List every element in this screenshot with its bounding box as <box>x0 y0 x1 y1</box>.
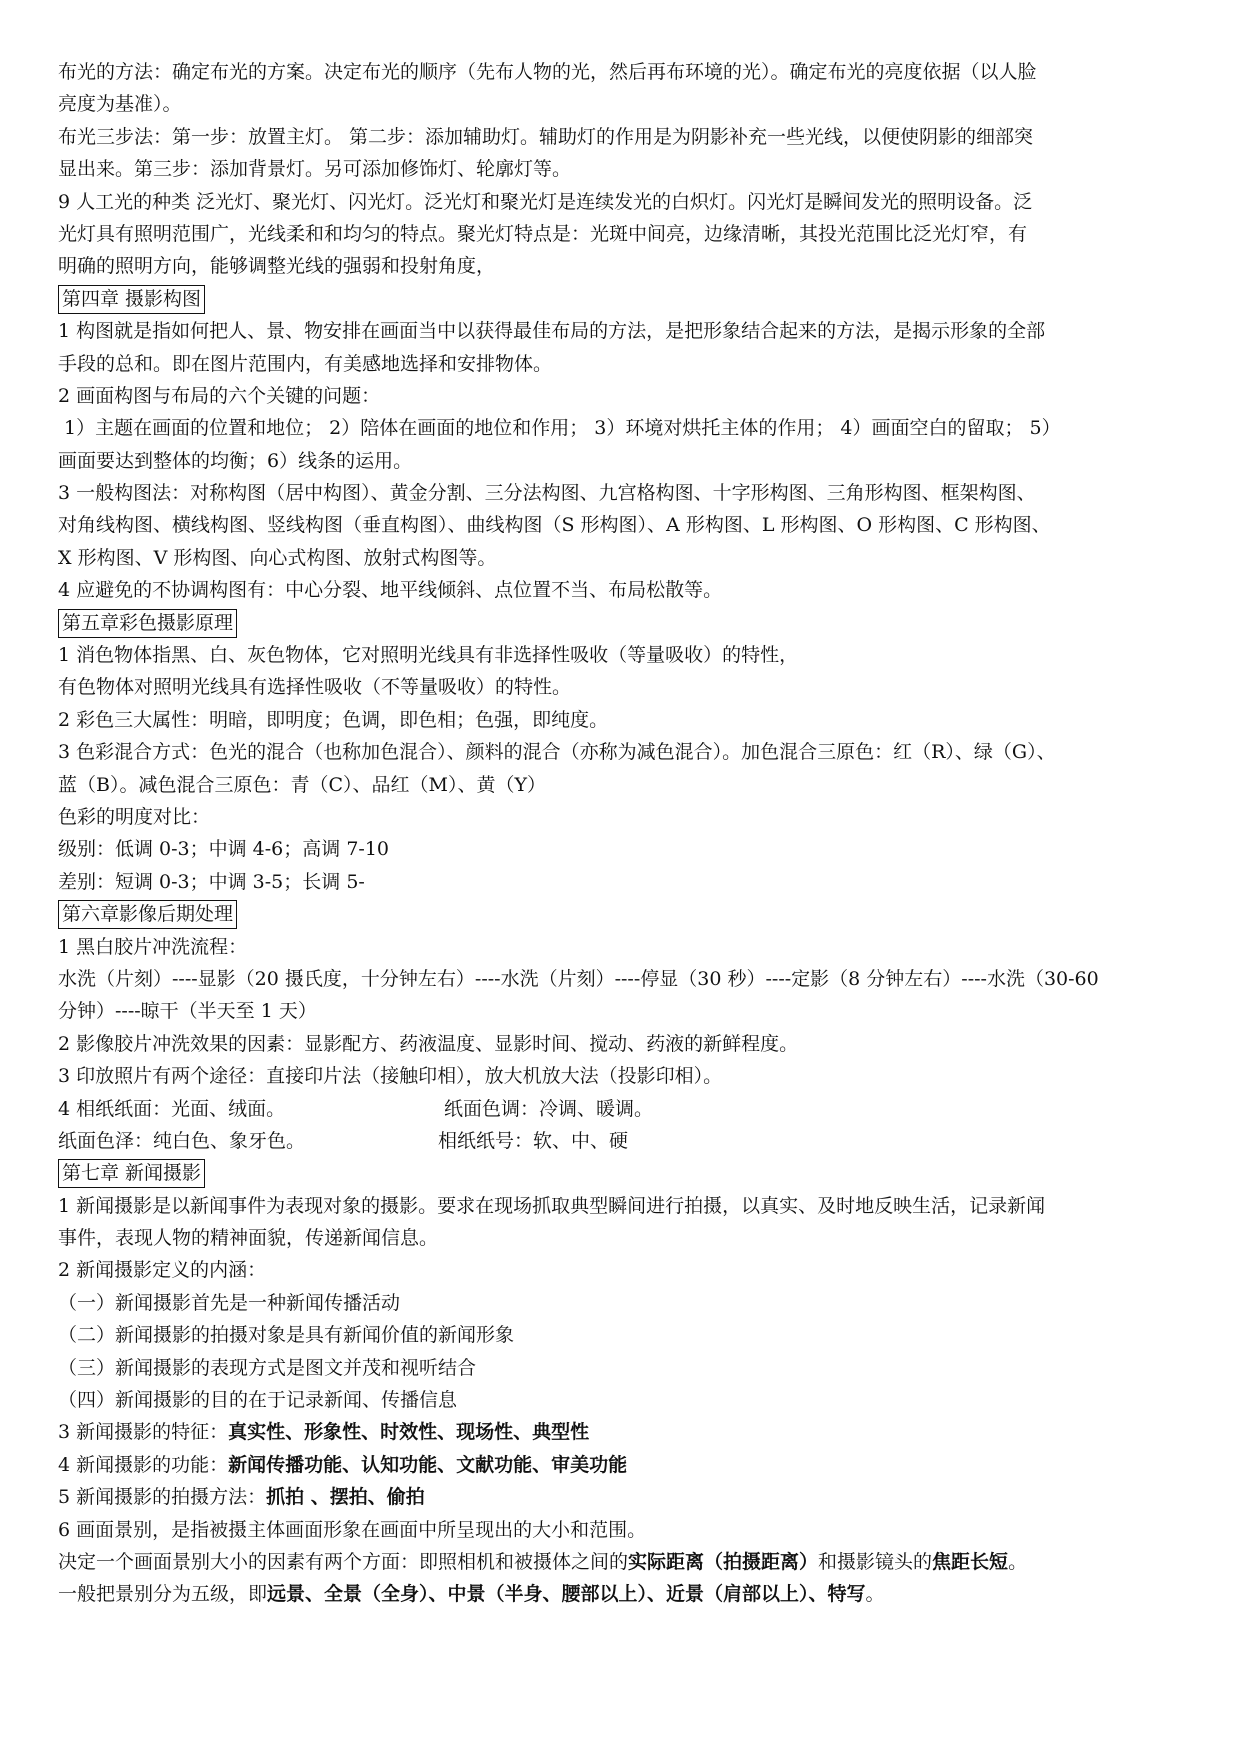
text-line: 手段的总和。即在图片范围内，有美感地选择和安排物体。 <box>58 352 553 375</box>
text-line: 画面要达到整体的均衡；6）线条的运用。 <box>58 449 413 472</box>
methods-label: 5 新闻摄影的拍摄方法： <box>58 1486 267 1509</box>
levels-text: 一般把景别分为五级，即 <box>58 1583 268 1606</box>
features-line <box>58 1416 1188 1448</box>
text-line: 1 新闻摄影是以新闻事件为表现对象的摄影。要求在现场抓取典型瞬间进行拍摄，以真实、及时地反映生活，记录新闻 <box>58 1194 1046 1217</box>
text-line: 分钟）----晾干（半天至 1 天） <box>58 1000 317 1023</box>
text-line: 2 新闻摄影定义的内涵： <box>58 1259 267 1282</box>
paper-tone: 纸面色调：冷调、暖调。 <box>444 1097 654 1120</box>
factors-bold: 实际距离（拍摄距离） <box>628 1550 819 1573</box>
text-line: 1 消色物体指黑、白、灰色物体，它对照明光线具有非选择性吸收（等量吸收）的特性， <box>58 644 799 667</box>
text-line: 2 彩色三大属性：明暗，即明度；色调，即色相；色强，即纯度。 <box>58 708 609 731</box>
chapter-5-line <box>58 607 1188 639</box>
paper-surface: 4 相纸纸面：光面、绒面。 <box>58 1097 286 1120</box>
chapter-heading: 第五章彩色摄影原理 <box>58 609 237 638</box>
paper-grade: 相纸纸号：软、中、硬 <box>438 1129 629 1152</box>
factors-text: 和摄影镜头的 <box>818 1550 933 1573</box>
text-line: 水洗（片刻）----显影（20 摄氏度，十分钟左右）----水洗（片刻）----停显（30 秒）----定影（8 分钟左右）----水洗（30-60 <box>58 967 1099 990</box>
features-label: 3 新闻摄影的特征： <box>58 1421 229 1444</box>
functions-line <box>58 1449 1188 1481</box>
text-line: 2 影像胶片冲洗效果的因素：显影配方、药液温度、显影时间、搅动、药液的新鲜程度。 <box>58 1032 799 1055</box>
levels-text: 。 <box>865 1583 885 1606</box>
text-line: （一）新闻摄影首先是一种新闻传播活动 <box>58 1291 401 1314</box>
factors-text: 决定一个画面景别大小的因素有两个方面：即照相机和被摄体之间的 <box>58 1550 629 1573</box>
levels-bold: 远景、全景（全身）、中景（半身、腰部以上）、近景（肩部以上）、特写 <box>267 1583 866 1606</box>
text-line: 1 构图就是指如何把人、景、物安排在画面当中以获得最佳布局的方法，是把形象结合起来的方法，是揭示形象的全部 <box>58 320 1046 343</box>
text-line: 光灯具有照明范围广，光线柔和和均匀的特点。聚光灯特点是：光斑中间亮，边缘清晰，其投光范围比泛光灯窄，有 <box>58 222 1028 245</box>
text-line: 4 应避免的不协调构图有：中心分裂、地平线倾斜、点位置不当、布局松散等。 <box>58 579 723 602</box>
text-line: 显出来。第三步：添加背景灯。另可添加修饰灯、轮廓灯等。 <box>58 158 572 181</box>
document-page <box>58 56 1188 1611</box>
chapter-4-line <box>58 283 1188 315</box>
text-line: 3 一般构图法：对称构图（居中构图）、黄金分割、三分法构图、九宫格构图、十字形构图、三角形构图、框架构图、 <box>58 482 1036 505</box>
levels-line <box>58 1578 1188 1610</box>
text-line: 9 人工光的种类 泛光灯、聚光灯、闪光灯。泛光灯和聚光灯是连续发光的白炽灯。闪光灯是瞬间发光的照明设备。泛 <box>58 190 1033 213</box>
chapter-heading: 第七章 新闻摄影 <box>58 1159 205 1188</box>
paper-surface-row <box>58 1093 1188 1125</box>
text-line: 有色物体对照明光线具有选择性吸收（不等量吸收）的特性。 <box>58 676 572 699</box>
chapter-heading: 第四章 摄影构图 <box>58 285 205 314</box>
chapter-7-line <box>58 1157 1188 1189</box>
text-line: 对角线构图、横线构图、竖线构图（垂直构图）、曲线构图（S 形构图）、A 形构图、L 形构图、O 形构图、C 形构图、 <box>58 514 1051 537</box>
text-line: 6 画面景别，是指被摄主体画面形象在画面中所呈现出的大小和范围。 <box>58 1518 647 1541</box>
text-line: （四）新闻摄影的目的在于记录新闻、传播信息 <box>58 1389 458 1412</box>
functions-value: 新闻传播功能、认知功能、文献功能、审美功能 <box>228 1453 628 1476</box>
text-line: 差别：短调 0-3；中调 3-5；长调 5- <box>58 870 365 893</box>
text-line: 级别：低调 0-3；中调 4-6；高调 7-10 <box>58 838 389 861</box>
text-line: X 形构图、V 形构图、向心式构图、放射式构图等。 <box>58 546 497 569</box>
text-line: 1 黑白胶片冲洗流程： <box>58 935 248 958</box>
factors-line <box>58 1546 1188 1578</box>
text-line: 3 色彩混合方式：色光的混合（也称加色混合）、颜料的混合（亦称为减色混合）。加色混合三原色：红（R）、绿（G）、 <box>58 741 1056 764</box>
chapter-heading: 第六章影像后期处理 <box>58 900 237 929</box>
functions-label: 4 新闻摄影的功能： <box>58 1453 229 1476</box>
methods-line <box>58 1481 1188 1513</box>
text-line: 色彩的明度对比： <box>58 805 211 828</box>
text-line: 2 画面构图与布局的六个关键的问题： <box>58 384 381 407</box>
features-value: 真实性、形象性、时效性、现场性、典型性 <box>228 1421 590 1444</box>
methods-value: 抓拍 、摆拍、偷拍 <box>266 1486 425 1509</box>
text-line: 1）主题在画面的位置和地位； 2）陪体在画面的地位和作用； 3）环境对烘托主体的作用； 4）画面空白的留取； 5） <box>58 417 1061 440</box>
text-line: 布光三步法：第一步：放置主灯。 第二步：添加辅助灯。辅助灯的作用是为阴影补充一些光线，以便使阴影的细部突 <box>58 125 1034 148</box>
text-line: 亮度为基准）。 <box>58 93 182 116</box>
paper-color: 纸面色泽：纯白色、象牙色。 <box>58 1129 306 1152</box>
paper-color-row <box>58 1125 1188 1157</box>
factors-bold: 焦距长短 <box>932 1550 1009 1573</box>
text-line: 事件，表现人物的精神面貌，传递新闻信息。 <box>58 1227 439 1250</box>
chapter-6-line <box>58 898 1188 930</box>
text-line: （二）新闻摄影的拍摄对象是具有新闻价值的新闻形象 <box>58 1324 515 1347</box>
text-line: 布光的方法：确定布光的方案。决定布光的顺序（先布人物的光，然后再布环境的光）。确定布光的亮度依据（以人脸 <box>58 61 1037 83</box>
text-line: 3 印放照片有两个途径：直接印片法（接触印相），放大机放大法（投影印相）。 <box>58 1065 723 1088</box>
factors-text: 。 <box>1008 1550 1028 1573</box>
text-line: 明确的照明方向，能够调整光线的强弱和投射角度， <box>58 255 496 278</box>
text-line: （三）新闻摄影的表现方式是图文并茂和视听结合 <box>58 1356 477 1379</box>
text-line: 蓝（B）。减色混合三原色：青（C）、品红（M）、黄（Y） <box>58 773 546 796</box>
